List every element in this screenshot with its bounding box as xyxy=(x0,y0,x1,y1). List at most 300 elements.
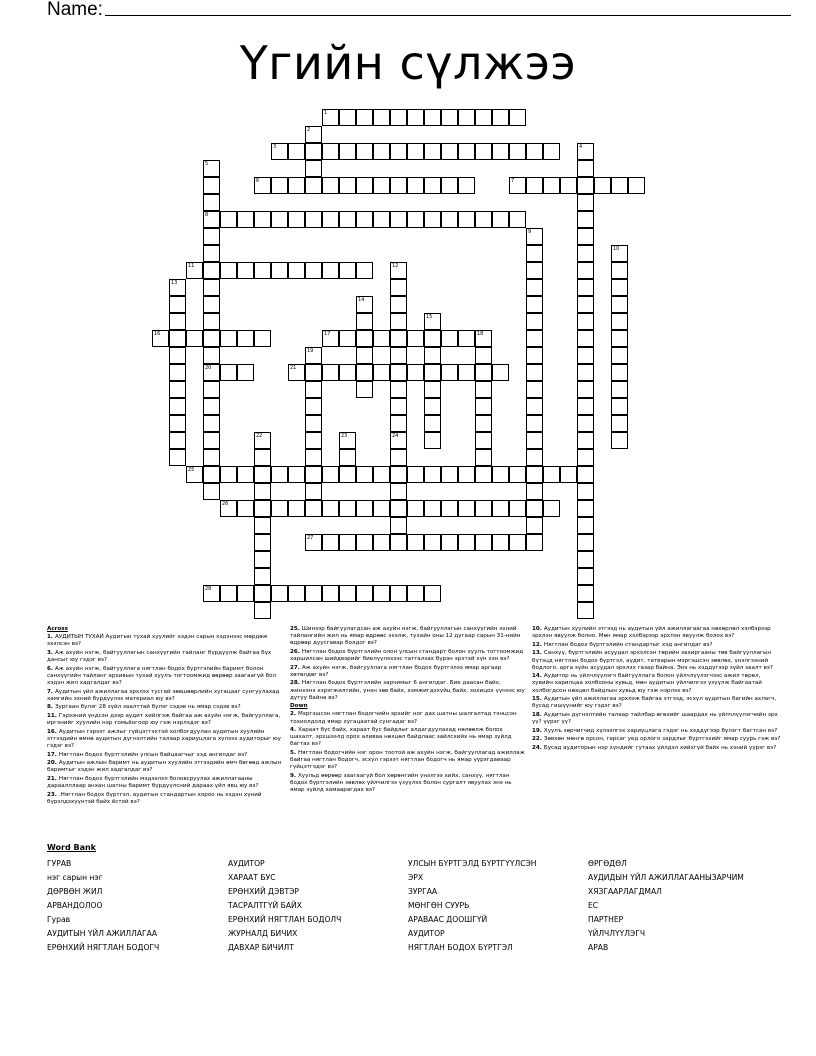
grid-cell[interactable] xyxy=(475,398,492,415)
grid-cell[interactable] xyxy=(458,534,475,551)
grid-cell[interactable] xyxy=(203,466,220,483)
grid-cell[interactable] xyxy=(220,364,237,381)
grid-cell[interactable] xyxy=(220,585,237,602)
grid-cell[interactable] xyxy=(203,160,220,177)
grid-cell[interactable] xyxy=(373,143,390,160)
grid-cell[interactable] xyxy=(577,245,594,262)
grid-cell[interactable] xyxy=(254,330,271,347)
grid-cell[interactable] xyxy=(577,194,594,211)
grid-cell[interactable] xyxy=(475,415,492,432)
grid-cell[interactable] xyxy=(492,143,509,160)
grid-cell[interactable] xyxy=(458,500,475,517)
grid-cell[interactable] xyxy=(390,432,407,449)
grid-cell[interactable] xyxy=(305,364,322,381)
grid-cell[interactable] xyxy=(424,143,441,160)
grid-cell[interactable] xyxy=(254,568,271,585)
grid-cell[interactable] xyxy=(339,109,356,126)
grid-cell[interactable] xyxy=(390,262,407,279)
grid-cell[interactable] xyxy=(577,279,594,296)
grid-cell[interactable] xyxy=(441,177,458,194)
grid-cell[interactable] xyxy=(339,177,356,194)
grid-cell[interactable] xyxy=(526,245,543,262)
grid-cell[interactable] xyxy=(458,364,475,381)
grid-cell[interactable] xyxy=(424,381,441,398)
grid-cell[interactable] xyxy=(475,211,492,228)
grid-cell[interactable] xyxy=(220,466,237,483)
grid-cell[interactable] xyxy=(407,500,424,517)
grid-cell[interactable] xyxy=(305,126,322,143)
grid-cell[interactable] xyxy=(577,551,594,568)
grid-cell[interactable] xyxy=(509,534,526,551)
grid-cell[interactable] xyxy=(458,143,475,160)
grid-cell[interactable] xyxy=(407,585,424,602)
grid-cell[interactable] xyxy=(356,500,373,517)
grid-cell[interactable] xyxy=(577,330,594,347)
grid-cell[interactable] xyxy=(424,364,441,381)
grid-cell[interactable] xyxy=(424,313,441,330)
grid-cell[interactable] xyxy=(526,279,543,296)
grid-cell[interactable] xyxy=(390,585,407,602)
grid-cell[interactable] xyxy=(577,483,594,500)
grid-cell[interactable] xyxy=(305,500,322,517)
grid-cell[interactable] xyxy=(373,466,390,483)
grid-cell[interactable] xyxy=(492,534,509,551)
grid-cell[interactable] xyxy=(424,177,441,194)
grid-cell[interactable] xyxy=(543,500,560,517)
grid-cell[interactable] xyxy=(390,500,407,517)
grid-cell[interactable] xyxy=(509,143,526,160)
grid-cell[interactable] xyxy=(356,381,373,398)
grid-cell[interactable] xyxy=(356,534,373,551)
grid-cell[interactable] xyxy=(271,143,288,160)
grid-cell[interactable] xyxy=(526,398,543,415)
grid-cell[interactable] xyxy=(322,500,339,517)
grid-cell[interactable] xyxy=(611,347,628,364)
grid-cell[interactable] xyxy=(339,500,356,517)
grid-cell[interactable] xyxy=(577,228,594,245)
grid-cell[interactable] xyxy=(475,466,492,483)
grid-cell[interactable] xyxy=(526,500,543,517)
grid-cell[interactable] xyxy=(322,211,339,228)
grid-cell[interactable] xyxy=(526,364,543,381)
grid-cell[interactable] xyxy=(577,262,594,279)
grid-cell[interactable] xyxy=(577,585,594,602)
grid-cell[interactable] xyxy=(169,313,186,330)
grid-cell[interactable] xyxy=(254,211,271,228)
grid-cell[interactable] xyxy=(305,432,322,449)
grid-cell[interactable] xyxy=(390,517,407,534)
grid-cell[interactable] xyxy=(203,211,220,228)
grid-cell[interactable] xyxy=(203,194,220,211)
grid-cell[interactable] xyxy=(526,381,543,398)
grid-cell[interactable] xyxy=(203,381,220,398)
grid-cell[interactable] xyxy=(390,211,407,228)
grid-cell[interactable] xyxy=(424,347,441,364)
grid-cell[interactable] xyxy=(339,449,356,466)
grid-cell[interactable] xyxy=(373,500,390,517)
grid-cell[interactable] xyxy=(526,228,543,245)
grid-cell[interactable] xyxy=(407,364,424,381)
grid-cell[interactable] xyxy=(407,143,424,160)
grid-cell[interactable] xyxy=(186,330,203,347)
grid-cell[interactable] xyxy=(305,143,322,160)
grid-cell[interactable] xyxy=(322,109,339,126)
grid-cell[interactable] xyxy=(441,330,458,347)
grid-cell[interactable] xyxy=(203,483,220,500)
grid-cell[interactable] xyxy=(186,262,203,279)
grid-cell[interactable] xyxy=(526,262,543,279)
grid-cell[interactable] xyxy=(611,262,628,279)
grid-cell[interactable] xyxy=(237,585,254,602)
grid-cell[interactable] xyxy=(475,500,492,517)
grid-cell[interactable] xyxy=(186,466,203,483)
grid-cell[interactable] xyxy=(611,245,628,262)
grid-cell[interactable] xyxy=(356,109,373,126)
grid-cell[interactable] xyxy=(577,517,594,534)
grid-cell[interactable] xyxy=(288,262,305,279)
grid-cell[interactable] xyxy=(577,143,594,160)
grid-cell[interactable] xyxy=(390,381,407,398)
grid-cell[interactable] xyxy=(390,364,407,381)
grid-cell[interactable] xyxy=(322,262,339,279)
grid-cell[interactable] xyxy=(611,415,628,432)
grid-cell[interactable] xyxy=(577,398,594,415)
grid-cell[interactable] xyxy=(305,398,322,415)
grid-cell[interactable] xyxy=(441,143,458,160)
grid-cell[interactable] xyxy=(254,551,271,568)
grid-cell[interactable] xyxy=(254,534,271,551)
grid-cell[interactable] xyxy=(526,313,543,330)
grid-cell[interactable] xyxy=(203,228,220,245)
grid-cell[interactable] xyxy=(424,585,441,602)
grid-cell[interactable] xyxy=(203,262,220,279)
grid-cell[interactable] xyxy=(424,211,441,228)
grid-cell[interactable] xyxy=(203,398,220,415)
grid-cell[interactable] xyxy=(611,432,628,449)
grid-cell[interactable] xyxy=(220,262,237,279)
grid-cell[interactable] xyxy=(339,585,356,602)
grid-cell[interactable] xyxy=(305,466,322,483)
grid-cell[interactable] xyxy=(577,534,594,551)
grid-cell[interactable] xyxy=(305,211,322,228)
grid-cell[interactable] xyxy=(390,313,407,330)
grid-cell[interactable] xyxy=(475,364,492,381)
grid-cell[interactable] xyxy=(373,109,390,126)
grid-cell[interactable] xyxy=(390,177,407,194)
grid-cell[interactable] xyxy=(237,330,254,347)
grid-cell[interactable] xyxy=(492,500,509,517)
grid-cell[interactable] xyxy=(526,517,543,534)
grid-cell[interactable] xyxy=(356,585,373,602)
grid-cell[interactable] xyxy=(356,347,373,364)
grid-cell[interactable] xyxy=(577,160,594,177)
grid-cell[interactable] xyxy=(390,143,407,160)
grid-cell[interactable] xyxy=(339,211,356,228)
grid-cell[interactable] xyxy=(169,398,186,415)
grid-cell[interactable] xyxy=(475,432,492,449)
grid-cell[interactable] xyxy=(356,364,373,381)
grid-cell[interactable] xyxy=(288,585,305,602)
grid-cell[interactable] xyxy=(339,466,356,483)
grid-cell[interactable] xyxy=(407,534,424,551)
grid-cell[interactable] xyxy=(305,177,322,194)
grid-cell[interactable] xyxy=(254,517,271,534)
grid-cell[interactable] xyxy=(254,500,271,517)
grid-cell[interactable] xyxy=(254,262,271,279)
grid-cell[interactable] xyxy=(203,313,220,330)
grid-cell[interactable] xyxy=(475,143,492,160)
grid-cell[interactable] xyxy=(390,466,407,483)
grid-cell[interactable] xyxy=(373,211,390,228)
grid-cell[interactable] xyxy=(373,534,390,551)
grid-cell[interactable] xyxy=(577,500,594,517)
grid-cell[interactable] xyxy=(373,585,390,602)
grid-cell[interactable] xyxy=(611,296,628,313)
grid-cell[interactable] xyxy=(611,398,628,415)
grid-cell[interactable] xyxy=(220,211,237,228)
grid-cell[interactable] xyxy=(577,568,594,585)
grid-cell[interactable] xyxy=(628,177,645,194)
grid-cell[interactable] xyxy=(407,109,424,126)
grid-cell[interactable] xyxy=(526,330,543,347)
grid-cell[interactable] xyxy=(526,143,543,160)
grid-cell[interactable] xyxy=(390,483,407,500)
grid-cell[interactable] xyxy=(356,466,373,483)
grid-cell[interactable] xyxy=(254,585,271,602)
grid-cell[interactable] xyxy=(169,432,186,449)
grid-cell[interactable] xyxy=(322,177,339,194)
grid-cell[interactable] xyxy=(339,330,356,347)
grid-cell[interactable] xyxy=(424,415,441,432)
grid-cell[interactable] xyxy=(356,262,373,279)
grid-cell[interactable] xyxy=(407,177,424,194)
grid-cell[interactable] xyxy=(424,466,441,483)
grid-cell[interactable] xyxy=(203,296,220,313)
grid-cell[interactable] xyxy=(577,296,594,313)
grid-cell[interactable] xyxy=(577,449,594,466)
grid-cell[interactable] xyxy=(458,177,475,194)
grid-cell[interactable] xyxy=(339,364,356,381)
grid-cell[interactable] xyxy=(373,330,390,347)
grid-cell[interactable] xyxy=(305,585,322,602)
grid-cell[interactable] xyxy=(458,211,475,228)
grid-cell[interactable] xyxy=(424,398,441,415)
grid-cell[interactable] xyxy=(322,585,339,602)
grid-cell[interactable] xyxy=(169,330,186,347)
grid-cell[interactable] xyxy=(424,330,441,347)
grid-cell[interactable] xyxy=(169,279,186,296)
grid-cell[interactable] xyxy=(390,347,407,364)
grid-cell[interactable] xyxy=(271,466,288,483)
grid-cell[interactable] xyxy=(526,296,543,313)
grid-cell[interactable] xyxy=(169,449,186,466)
grid-cell[interactable] xyxy=(475,534,492,551)
grid-cell[interactable] xyxy=(390,279,407,296)
grid-cell[interactable] xyxy=(203,585,220,602)
grid-cell[interactable] xyxy=(577,415,594,432)
grid-cell[interactable] xyxy=(322,466,339,483)
grid-cell[interactable] xyxy=(611,177,628,194)
grid-cell[interactable] xyxy=(288,211,305,228)
grid-cell[interactable] xyxy=(577,313,594,330)
grid-cell[interactable] xyxy=(577,466,594,483)
grid-cell[interactable] xyxy=(577,211,594,228)
grid-cell[interactable] xyxy=(305,449,322,466)
grid-cell[interactable] xyxy=(390,296,407,313)
grid-cell[interactable] xyxy=(424,534,441,551)
grid-cell[interactable] xyxy=(390,534,407,551)
grid-cell[interactable] xyxy=(492,466,509,483)
grid-cell[interactable] xyxy=(475,330,492,347)
grid-cell[interactable] xyxy=(526,177,543,194)
grid-cell[interactable] xyxy=(169,381,186,398)
grid-cell[interactable] xyxy=(475,449,492,466)
grid-cell[interactable] xyxy=(492,211,509,228)
grid-cell[interactable] xyxy=(254,432,271,449)
grid-cell[interactable] xyxy=(288,143,305,160)
grid-cell[interactable] xyxy=(560,466,577,483)
grid-cell[interactable] xyxy=(288,364,305,381)
grid-cell[interactable] xyxy=(407,211,424,228)
grid-cell[interactable] xyxy=(611,279,628,296)
grid-cell[interactable] xyxy=(390,449,407,466)
grid-cell[interactable] xyxy=(441,466,458,483)
grid-cell[interactable] xyxy=(441,534,458,551)
grid-cell[interactable] xyxy=(203,330,220,347)
grid-cell[interactable] xyxy=(611,313,628,330)
grid-cell[interactable] xyxy=(390,398,407,415)
grid-cell[interactable] xyxy=(458,109,475,126)
grid-cell[interactable] xyxy=(322,534,339,551)
grid-cell[interactable] xyxy=(526,449,543,466)
grid-cell[interactable] xyxy=(577,364,594,381)
grid-cell[interactable] xyxy=(203,177,220,194)
grid-cell[interactable] xyxy=(390,109,407,126)
grid-cell[interactable] xyxy=(407,466,424,483)
grid-cell[interactable] xyxy=(526,466,543,483)
grid-cell[interactable] xyxy=(322,364,339,381)
grid-cell[interactable] xyxy=(356,177,373,194)
grid-cell[interactable] xyxy=(373,364,390,381)
grid-cell[interactable] xyxy=(424,432,441,449)
grid-cell[interactable] xyxy=(577,432,594,449)
grid-cell[interactable] xyxy=(441,109,458,126)
grid-cell[interactable] xyxy=(305,381,322,398)
grid-cell[interactable] xyxy=(492,109,509,126)
grid-cell[interactable] xyxy=(441,211,458,228)
grid-cell[interactable] xyxy=(254,177,271,194)
grid-cell[interactable] xyxy=(305,415,322,432)
grid-cell[interactable] xyxy=(475,381,492,398)
grid-cell[interactable] xyxy=(339,262,356,279)
grid-cell[interactable] xyxy=(390,330,407,347)
grid-cell[interactable] xyxy=(356,313,373,330)
grid-cell[interactable] xyxy=(271,500,288,517)
grid-cell[interactable] xyxy=(237,364,254,381)
grid-cell[interactable] xyxy=(203,347,220,364)
grid-cell[interactable] xyxy=(305,483,322,500)
grid-cell[interactable] xyxy=(288,177,305,194)
grid-cell[interactable] xyxy=(339,143,356,160)
grid-cell[interactable] xyxy=(611,381,628,398)
grid-cell[interactable] xyxy=(271,211,288,228)
grid-cell[interactable] xyxy=(526,432,543,449)
grid-cell[interactable] xyxy=(356,296,373,313)
grid-cell[interactable] xyxy=(509,211,526,228)
grid-cell[interactable] xyxy=(339,534,356,551)
grid-cell[interactable] xyxy=(339,432,356,449)
grid-cell[interactable] xyxy=(305,347,322,364)
grid-cell[interactable] xyxy=(237,466,254,483)
grid-cell[interactable] xyxy=(509,177,526,194)
grid-cell[interactable] xyxy=(611,330,628,347)
grid-cell[interactable] xyxy=(526,347,543,364)
grid-cell[interactable] xyxy=(475,109,492,126)
grid-cell[interactable] xyxy=(203,432,220,449)
grid-cell[interactable] xyxy=(577,602,594,619)
grid-cell[interactable] xyxy=(441,500,458,517)
grid-cell[interactable] xyxy=(424,500,441,517)
grid-cell[interactable] xyxy=(492,364,509,381)
grid-cell[interactable] xyxy=(169,296,186,313)
grid-cell[interactable] xyxy=(237,500,254,517)
grid-cell[interactable] xyxy=(254,466,271,483)
grid-cell[interactable] xyxy=(509,466,526,483)
grid-cell[interactable] xyxy=(288,500,305,517)
grid-cell[interactable] xyxy=(356,143,373,160)
grid-cell[interactable] xyxy=(305,262,322,279)
grid-cell[interactable] xyxy=(271,262,288,279)
grid-cell[interactable] xyxy=(373,177,390,194)
grid-cell[interactable] xyxy=(220,500,237,517)
grid-cell[interactable] xyxy=(577,347,594,364)
grid-cell[interactable] xyxy=(203,415,220,432)
grid-cell[interactable] xyxy=(356,330,373,347)
grid-cell[interactable] xyxy=(543,177,560,194)
grid-cell[interactable] xyxy=(424,109,441,126)
grid-cell[interactable] xyxy=(271,177,288,194)
grid-cell[interactable] xyxy=(441,364,458,381)
grid-cell[interactable] xyxy=(305,534,322,551)
grid-cell[interactable] xyxy=(322,143,339,160)
grid-cell[interactable] xyxy=(526,483,543,500)
grid-cell[interactable] xyxy=(237,211,254,228)
grid-cell[interactable] xyxy=(475,347,492,364)
grid-cell[interactable] xyxy=(288,466,305,483)
grid-cell[interactable] xyxy=(152,330,169,347)
grid-cell[interactable] xyxy=(220,330,237,347)
grid-cell[interactable] xyxy=(254,449,271,466)
grid-cell[interactable] xyxy=(237,262,254,279)
grid-cell[interactable] xyxy=(203,364,220,381)
grid-cell[interactable] xyxy=(203,245,220,262)
grid-cell[interactable] xyxy=(543,466,560,483)
grid-cell[interactable] xyxy=(560,177,577,194)
grid-cell[interactable] xyxy=(526,534,543,551)
grid-cell[interactable] xyxy=(271,585,288,602)
grid-cell[interactable] xyxy=(322,330,339,347)
grid-cell[interactable] xyxy=(458,330,475,347)
grid-cell[interactable] xyxy=(509,500,526,517)
grid-cell[interactable] xyxy=(203,449,220,466)
grid-cell[interactable] xyxy=(203,279,220,296)
grid-cell[interactable] xyxy=(509,109,526,126)
grid-cell[interactable] xyxy=(305,160,322,177)
grid-cell[interactable] xyxy=(594,177,611,194)
grid-cell[interactable] xyxy=(611,364,628,381)
grid-cell[interactable] xyxy=(390,415,407,432)
grid-cell[interactable] xyxy=(543,143,560,160)
